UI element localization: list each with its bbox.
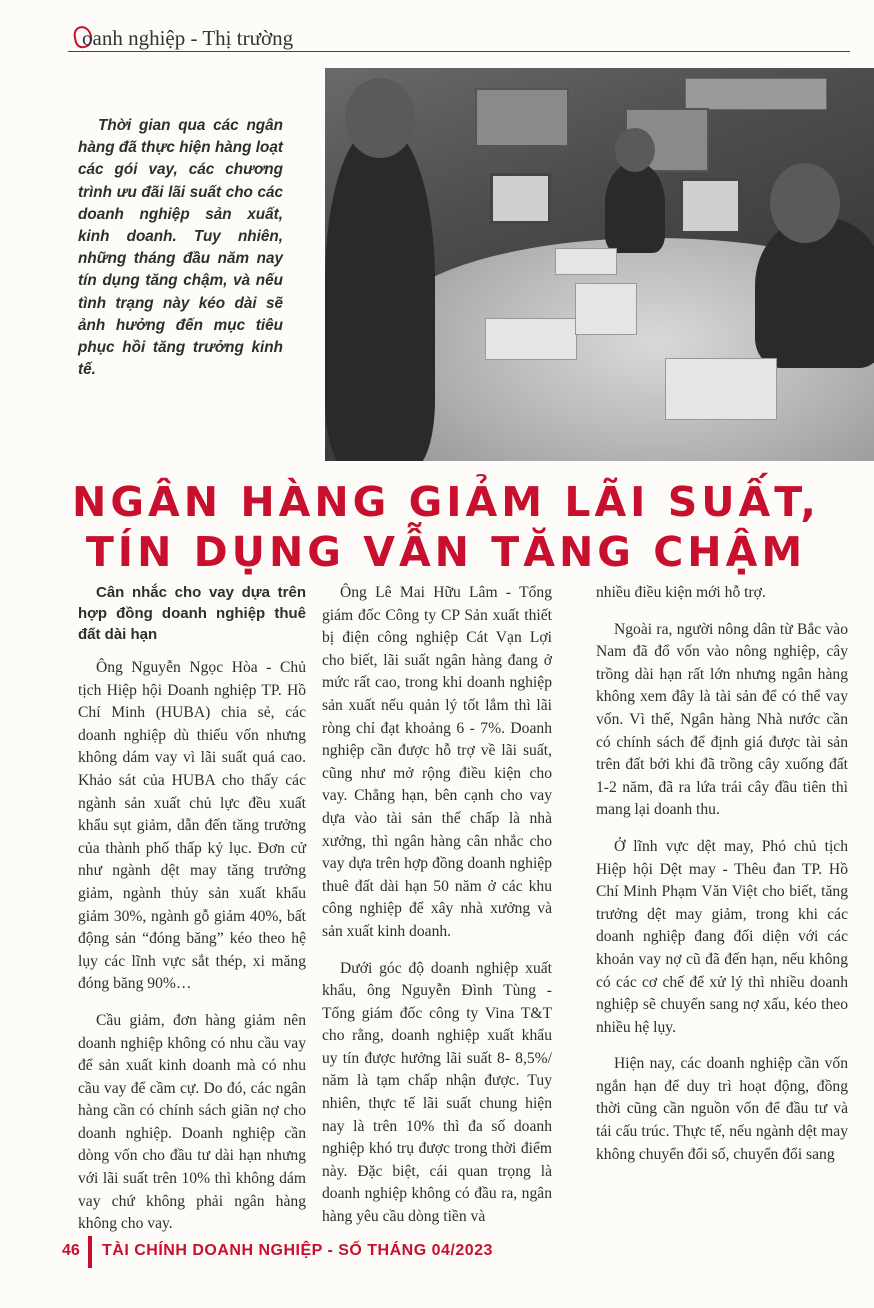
- paragraph: Ông Lê Mai Hữu Lâm - Tổng giám đốc Công ty CP Sản xuất thiết bị điện công nghiệp Cát Vạn Lợi cho biết, lãi suất ngân hàng đang ở mức rất cao, trong khi doanh nghiệp sản xuất nếu quản lý tốt lắm thì lãi ròng chỉ đạt khoảng 6 - 7%. Doanh nghiệp cần được hỗ trợ về lãi suất, cũng như mở rộng điều kiện cho vay. Chẳng hạn, bên cạnh cho vay dựa vào tài sản thế chấp là nhà xưởng, thì ngân hàng cân nhắc cho vay dựa trên hợp đồng doanh nghiệp thuê đất dài hạn 50 năm ở các khu công nghiệp để xây nhà xưởng và sản xuất kinh doanh.: [322, 584, 552, 940]
- paragraph: Hiện nay, các doanh nghiệp cần vốn ngắn hạn để duy trì hoạt động, đồng thời cũng cần nguồn vốn để đầu tư và tái cấu trúc. Thực tế, nếu ngành dệt may không chuyển đổi số, chuyển đổi sang: [596, 1055, 848, 1163]
- section-title: oanh nghiệp - Thị trường: [82, 26, 294, 50]
- photo-back-sign: [685, 78, 827, 110]
- photo-cash-stack-2: [575, 283, 637, 335]
- photo-back-window: [475, 88, 569, 147]
- paragraph: Cầu giảm, đơn hàng giảm nên doanh nghiệp không có nhu cầu vay để sản xuất kinh doanh mà có nhu cầu vay để cầm cự. Do đó, các ngân hàng cần có chính sách giãn nợ cho doanh nghiệp. Doanh nghiệp cần dòng vốn cho đầu tư dài hạn nhưng với lãi suất trên 10% thì không dám vay chứ không phải ngân hàng không cho vay.: [78, 1011, 306, 1233]
- headline-line-2: TÍN DỤNG VẪN TĂNG CHẬM: [85, 528, 807, 576]
- photo-monitor-2: [680, 178, 741, 234]
- footer-divider: [88, 1236, 92, 1268]
- paragraph-continued: nhiều điều kiện mới hỗ trợ.: [596, 584, 766, 601]
- photo-cash-stack-3: [665, 358, 777, 420]
- photo-monitor-1: [490, 173, 551, 224]
- header-rule: [68, 51, 850, 52]
- article-column-2: [322, 582, 552, 1243]
- paragraph: Ông Nguyễn Ngọc Hòa - Chủ tịch Hiệp hội Doanh nghiệp TP. Hồ Chí Minh (HUBA) chia sẻ, các doanh nghiệp dù thiếu vốn nhưng không dám vay vì lãi suất quá cao. Khảo sát của HUBA cho thấy các ngành sản xuất chủ lực đều xuất khẩu sụt giảm, dẫn đến tăng trưởng của thành phố thấp kỷ lục. Đơn cử như ngành dệt may tăng trưởng giảm, ngành thủy sản xuất khẩu giảm 30%, ngành gỗ giảm 40%, bất động sản “đóng băng” kéo theo hệ lụy các lĩnh vực sắt thép, xi măng đóng băng 90%…: [78, 659, 306, 993]
- photo-cash-stack-1: [485, 318, 577, 360]
- page-footer: [62, 1236, 852, 1272]
- photo-customer: [605, 163, 665, 253]
- photo-teller-left: [325, 128, 435, 461]
- paragraph: Dưới góc độ doanh nghiệp xuất khẩu, ông Nguyễn Đình Tùng - Tổng giám đốc công ty Vina T&T cho rằng, doanh nghiệp xuất khẩu uy tín được hưởng lãi suất 8- 8,5%/ năm là tạm chấp nhận được. Tuy nhiên, thực tế lãi suất chung hiện nay là trên 10% thì đa số doanh nghiệp khó trụ được trong thời điểm này. Đặc biệt, cái quan trọng là doanh nghiệp không có đầu ra, ngân hàng yêu cầu dòng tiền và: [322, 959, 552, 1226]
- photo-customer-head: [615, 128, 655, 172]
- headline-line-1: NGÂN HÀNG GIẢM LÃI SUẤT,: [72, 478, 820, 526]
- lead-paragraph: Thời gian qua các ngân hàng đã thực hiện hàng loạt các gói vay, các chương trình ưu đãi lãi suất cho các doanh nghiệp sản xuất, kinh doanh. Tuy nhiên, những tháng đầu năm nay tín dụng tăng chậm, và nếu tình trạng này kéo dài sẽ ảnh hưởng đến mục tiêu phục hồi tăng trưởng kinh tế.: [78, 117, 283, 379]
- photo-teller-right-head: [770, 163, 840, 243]
- page-number: 46: [62, 1242, 80, 1259]
- article-photo: [325, 68, 874, 461]
- photo-teller-left-head: [345, 78, 415, 158]
- column-subhead: Cân nhắc cho vay dựa trên hợp đồng doanh nghiệp thuê đất dài hạn: [78, 584, 306, 643]
- paragraph: Ngoài ra, người nông dân từ Bắc vào Nam đã đổ vốn vào nông nghiệp, cây trồng dài hạn rất lớn nhưng ngân hàng không xem đây là tài sản để có thể vay vốn. Vì thế, Ngân hàng Nhà nước cần có chính sách để định giá được tài sản trên đất bởi khi đã trồng cây xuống đất 1-2 năm, đã ra lứa trái cây đầu tiên thì mang lại doanh thu.: [596, 620, 848, 819]
- photo-cash-stack-4: [555, 248, 617, 275]
- article-column-1: [78, 582, 306, 1250]
- paragraph: Ở lĩnh vực dệt may, Phó chủ tịch Hiệp hội Dệt may - Thêu đan TP. Hồ Chí Minh Phạm Văn Việt cho biết, tăng trưởng dệt may giảm, trong khi các doanh nghiệp đang đối diện với các khoản vay nợ cũ đã đến hạn, nếu không có các cơ chế để xử lý thì nhiều doanh nghiệp sẽ chuyển sang nợ xấu, kéo theo nhiều hệ lụy.: [596, 837, 848, 1036]
- publication-name: TÀI CHÍNH DOANH NGHIỆP - SỐ THÁNG 04/2023: [102, 1242, 493, 1259]
- page-header: [60, 18, 850, 52]
- article-column-3: [596, 582, 848, 1180]
